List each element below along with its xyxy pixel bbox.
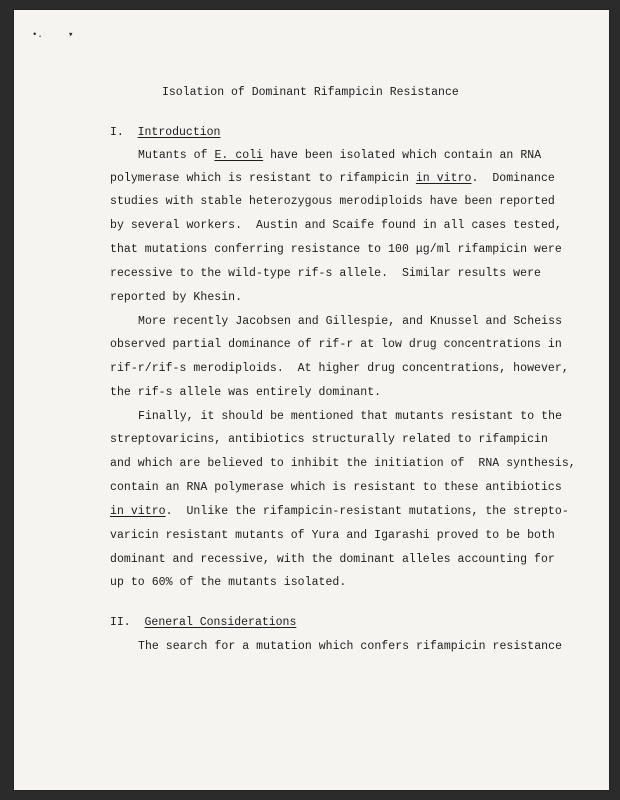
- body-text-line: polymerase which is resistant to rifampicin in vitro. Dominance: [110, 172, 555, 185]
- body-text-line: rif-r/rif-s merodiploids. At higher drug concentrations, however,: [110, 362, 569, 375]
- corner-mark-arrow: ▾: [68, 30, 74, 40]
- document-title: Isolation of Dominant Rifampicin Resistance: [162, 86, 459, 99]
- body-text-line: reported by Khesin.: [110, 291, 243, 304]
- body-text-line: in vitro. Unlike the rifampicin-resistant mutations, the strepto-: [110, 505, 569, 518]
- body-text-line: streptovaricins, antibiotics structurally related to rifampicin: [110, 433, 548, 446]
- body-text-line: observed partial dominance of rif-r at low drug concentrations in: [110, 338, 562, 351]
- body-text-line: The search for a mutation which confers rifampicin resistance: [138, 640, 563, 653]
- body-text-line: recessive to the wild-type rif-s allele. Similar results were: [110, 267, 541, 280]
- document-page: [14, 10, 609, 790]
- body-text-line: contain an RNA polymerase which is resistant to these antibiotics: [110, 481, 562, 494]
- body-text-line: that mutations conferring resistance to 100 μg/ml rifampicin were: [110, 243, 562, 256]
- section-heading-introduction: I. Introduction: [110, 126, 221, 139]
- body-text-line: the rif-s allele was entirely dominant.: [110, 386, 382, 399]
- body-text-line: up to 60% of the mutants isolated.: [110, 576, 347, 589]
- body-text-line: and which are believed to inhibit the initiation of RNA synthesis,: [110, 457, 576, 470]
- corner-mark: •.: [32, 30, 43, 40]
- body-text-line: studies with stable heterozygous merodiploids have been reported: [110, 195, 555, 208]
- body-text-line: Finally, it should be mentioned that mutants resistant to the: [138, 410, 563, 423]
- body-text-line: by several workers. Austin and Scaife found in all cases tested,: [110, 219, 562, 232]
- body-text-line: More recently Jacobsen and Gillespie, and Knussel and Scheiss: [138, 315, 563, 328]
- body-text-line: Mutants of E. coli have been isolated which contain an RNA: [138, 149, 542, 162]
- body-text-line: varicin resistant mutants of Yura and Igarashi proved to be both: [110, 529, 555, 542]
- section-heading-general: II. General Considerations: [110, 616, 297, 629]
- body-text-line: dominant and recessive, with the dominant alleles accounting for: [110, 553, 555, 566]
